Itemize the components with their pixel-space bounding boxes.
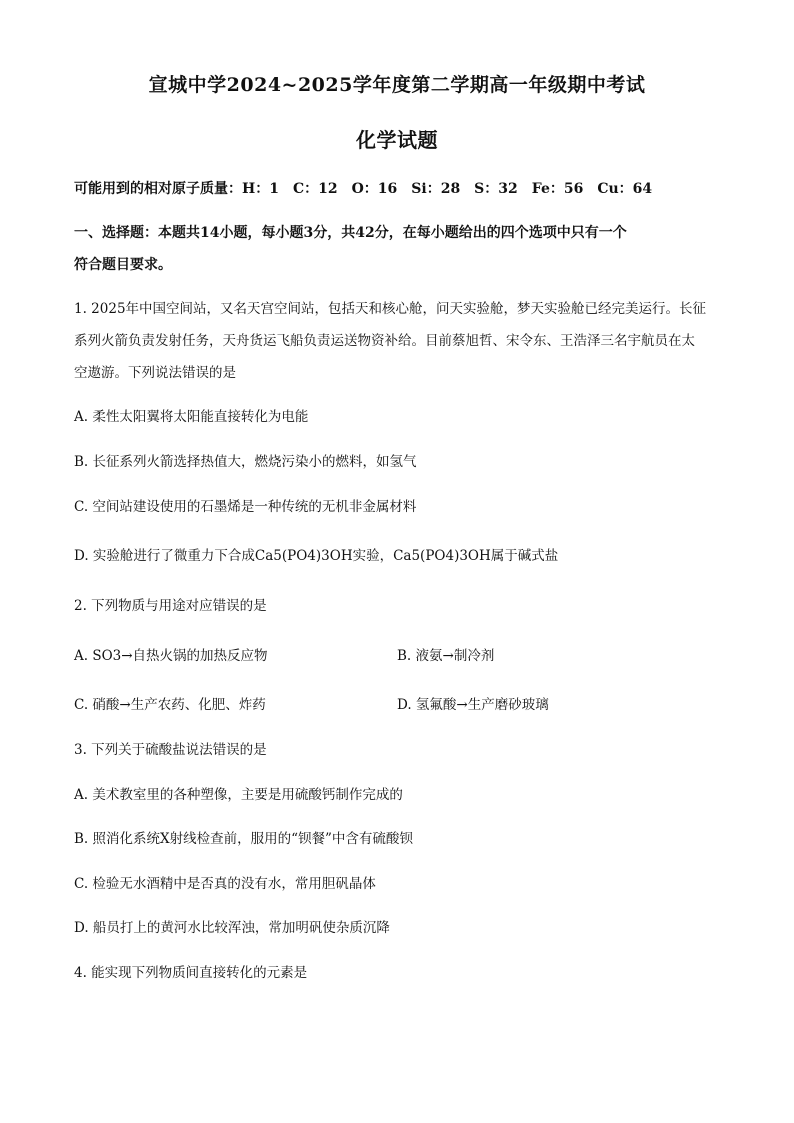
q1-option-b: B. 长征系列火箭选择热值大，燃烧污染小的燃料，如氢气	[74, 454, 417, 470]
exam-subtitle: 化学试题	[356, 128, 438, 152]
q2-option-d: D. 氢氟酸→生产磨砂玻璃	[397, 697, 549, 713]
q3-option-c: C. 检验无水酒精中是否真的没有水，常用胆矾晶体	[74, 876, 376, 892]
q1-stem-line: 1. 2025年中国空间站，又名天宫空间站，包括天和核心舱，问天实验舱，梦天实验舱已经完美运行。长征	[74, 301, 707, 317]
q3-option-d: D. 船员打上的黄河水比较浑浊，常加明矾使杂质沉降	[74, 920, 390, 936]
q4-stem: 4. 能实现下列物质间直接转化的元素是	[74, 965, 308, 981]
q3-option-a: A. 美术教室里的各种塑像，主要是用硫酸钙制作完成的	[74, 787, 403, 803]
q3-option-b: B. 照消化系统X射线检查前，服用的“钡餐”中含有硫酸钡	[74, 831, 413, 847]
q1-option-a: A. 柔性太阳翼将太阳能直接转化为电能	[74, 409, 309, 425]
atomic-masses: 可能用到的相对原子质量：H：1 C：12 O：16 Si：28 S：32 Fe：56 Cu：64	[74, 181, 653, 197]
q2-option-a: A. SO3→自热火锅的加热反应物	[74, 648, 268, 664]
exam-title: 宣城中学2024~2025学年度第二学期高一年级期中考试	[148, 74, 646, 96]
q2-stem: 2. 下列物质与用途对应错误的是	[74, 598, 267, 614]
q1-option-c: C. 空间站建设使用的石墨烯是一种传统的无机非金属材料	[74, 499, 417, 515]
q2-option-c: C. 硝酸→生产农药、化肥、炸药	[74, 697, 266, 713]
q2-option-b: B. 液氨→制冷剂	[397, 648, 495, 664]
q3-stem: 3. 下列关于硫酸盐说法错误的是	[74, 742, 267, 758]
section-heading: 一、选择题：本题共14小题，每小题3分，共42分，在每小题给出的四个选项中只有一个	[74, 225, 627, 241]
q1-stem-line: 空遨游。下列说法错误的是	[74, 365, 236, 381]
q1-option-d: D. 实验舱进行了微重力下合成Ca5(PO4)3OH实验，Ca5(PO4)3OH属于碱式盐	[74, 548, 559, 564]
q1-stem-line: 系列火箭负责发射任务，天舟货运飞船负责运送物资补给。目前蔡旭哲、宋令东、王浩泽三名宇航员在太	[74, 333, 695, 349]
section-heading-cont: 符合题目要求。	[74, 257, 172, 273]
